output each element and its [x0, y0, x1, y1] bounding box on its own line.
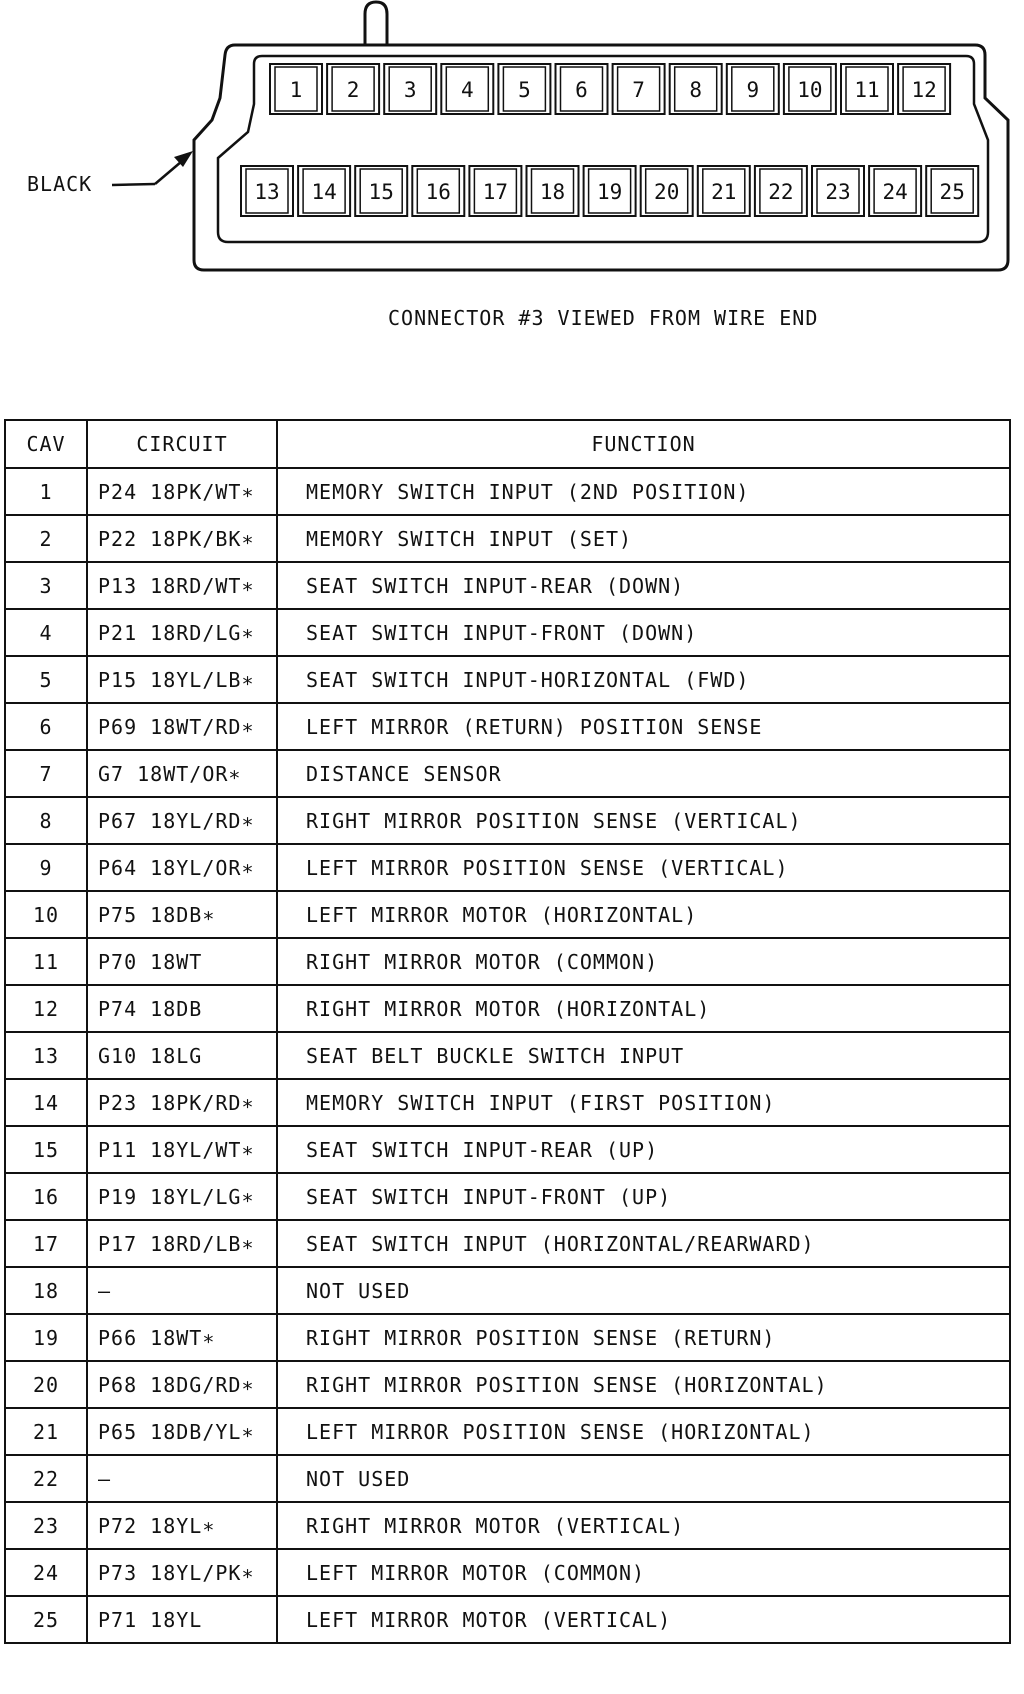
circuit-cell: P17 18RD/LB∗ — [87, 1220, 277, 1267]
table-row — [5, 1549, 1010, 1596]
cav-cell: 7 — [5, 750, 87, 797]
pin-number: 23 — [825, 180, 851, 204]
cav-cell: 25 — [5, 1596, 87, 1643]
connector-pin — [441, 64, 493, 114]
pin-number: 2 — [346, 78, 360, 102]
circuit-cell: P68 18DG/RD∗ — [87, 1361, 277, 1408]
pin-number: 3 — [403, 78, 417, 102]
connector-pin — [527, 166, 579, 216]
function-cell: LEFT MIRROR MOTOR (COMMON) — [277, 1549, 1010, 1596]
cav-cell: 24 — [5, 1549, 87, 1596]
cav-cell: 11 — [5, 938, 87, 985]
circuit-cell: P24 18PK/WT∗ — [87, 468, 277, 515]
table-row — [5, 1173, 1010, 1220]
cav-cell: 8 — [5, 797, 87, 844]
table-row — [5, 1267, 1010, 1314]
connector-pin — [641, 166, 693, 216]
pin-number: 25 — [939, 180, 965, 204]
function-cell: MEMORY SWITCH INPUT (2ND POSITION) — [277, 468, 1010, 515]
circuit-cell: P22 18PK/BK∗ — [87, 515, 277, 562]
cav-cell: 15 — [5, 1126, 87, 1173]
connector-pin — [270, 64, 322, 114]
connector-pin — [355, 166, 407, 216]
function-cell: RIGHT MIRROR MOTOR (VERTICAL) — [277, 1502, 1010, 1549]
black-arrow — [112, 151, 193, 185]
table-row — [5, 562, 1010, 609]
circuit-cell: G7 18WT/OR∗ — [87, 750, 277, 797]
pin-number: 9 — [746, 78, 760, 102]
cav-cell: 16 — [5, 1173, 87, 1220]
function-cell: RIGHT MIRROR MOTOR (COMMON) — [277, 938, 1010, 985]
connector-pin — [327, 64, 379, 114]
table-row — [5, 1596, 1010, 1643]
cav-cell: 5 — [5, 656, 87, 703]
circuit-cell: P21 18RD/LG∗ — [87, 609, 277, 656]
cav-cell: 21 — [5, 1408, 87, 1455]
cav-cell: 20 — [5, 1361, 87, 1408]
cav-cell: 3 — [5, 562, 87, 609]
circuit-cell: G10 18LG — [87, 1032, 277, 1079]
table-row — [5, 1314, 1010, 1361]
pin-number: 22 — [768, 180, 794, 204]
table-row — [5, 468, 1010, 515]
circuit-cell: P74 18DB — [87, 985, 277, 1032]
circuit-cell: P15 18YL/LB∗ — [87, 656, 277, 703]
pin-number: 10 — [797, 78, 823, 102]
pin-number: 17 — [482, 180, 509, 204]
table-row — [5, 1032, 1010, 1079]
pin-number: 7 — [632, 78, 645, 102]
cav-cell: 4 — [5, 609, 87, 656]
circuit-cell: P75 18DB∗ — [87, 891, 277, 938]
pin-number: 4 — [460, 78, 474, 102]
connector-pin — [869, 166, 921, 216]
table-row — [5, 891, 1010, 938]
connector-tab — [365, 2, 387, 45]
connector-pin — [812, 166, 864, 216]
table-row — [5, 609, 1010, 656]
circuit-cell: P66 18WT∗ — [87, 1314, 277, 1361]
circuit-cell: P70 18WT — [87, 938, 277, 985]
cav-cell: 12 — [5, 985, 87, 1032]
connector-pin — [898, 64, 950, 114]
cav-cell: 14 — [5, 1079, 87, 1126]
header-circuit: CIRCUIT — [87, 420, 277, 468]
connector-pin — [498, 64, 550, 114]
connector-pin — [412, 166, 464, 216]
connector-pin — [727, 64, 779, 114]
function-cell: RIGHT MIRROR POSITION SENSE (HORIZONTAL) — [277, 1361, 1010, 1408]
function-cell: RIGHT MIRROR POSITION SENSE (VERTICAL) — [277, 797, 1010, 844]
table-row — [5, 797, 1010, 844]
connector-pin — [298, 166, 350, 216]
pin-number: 12 — [911, 78, 937, 102]
function-cell: MEMORY SWITCH INPUT (FIRST POSITION) — [277, 1079, 1010, 1126]
circuit-cell: — — [87, 1455, 277, 1502]
pin-number: 21 — [711, 180, 737, 204]
function-cell: LEFT MIRROR POSITION SENSE (VERTICAL) — [277, 844, 1010, 891]
connector-pin — [469, 166, 521, 216]
table-row — [5, 1408, 1010, 1455]
pin-number: 14 — [311, 180, 337, 204]
pin-number: 20 — [654, 180, 680, 204]
pins-top-row — [270, 64, 950, 114]
black-label: BLACK — [27, 172, 93, 196]
cav-cell: 17 — [5, 1220, 87, 1267]
circuit-cell: P69 18WT/RD∗ — [87, 703, 277, 750]
function-cell: SEAT BELT BUCKLE SWITCH INPUT — [277, 1032, 1010, 1079]
connector-pin — [784, 64, 836, 114]
function-cell: RIGHT MIRROR POSITION SENSE (RETURN) — [277, 1314, 1010, 1361]
function-cell: LEFT MIRROR MOTOR (HORIZONTAL) — [277, 891, 1010, 938]
function-cell: SEAT SWITCH INPUT-FRONT (UP) — [277, 1173, 1010, 1220]
function-cell: SEAT SWITCH INPUT (HORIZONTAL/REARWARD) — [277, 1220, 1010, 1267]
pin-number: 11 — [854, 78, 880, 102]
connector-pin — [926, 166, 978, 216]
cav-cell: 10 — [5, 891, 87, 938]
table-row — [5, 703, 1010, 750]
table-row — [5, 1502, 1010, 1549]
function-cell: LEFT MIRROR (RETURN) POSITION SENSE — [277, 703, 1010, 750]
function-cell: RIGHT MIRROR MOTOR (HORIZONTAL) — [277, 985, 1010, 1032]
table-row — [5, 1361, 1010, 1408]
circuit-cell: P23 18PK/RD∗ — [87, 1079, 277, 1126]
function-cell: DISTANCE SENSOR — [277, 750, 1010, 797]
pin-number: 19 — [596, 180, 623, 204]
circuit-cell: P73 18YL/PK∗ — [87, 1549, 277, 1596]
circuit-cell: P71 18YL — [87, 1596, 277, 1643]
connector-housing-outer — [194, 45, 1008, 270]
circuit-cell: — — [87, 1267, 277, 1314]
circuit-cell: P65 18DB/YL∗ — [87, 1408, 277, 1455]
pin-number: 24 — [882, 180, 908, 204]
table-row — [5, 985, 1010, 1032]
cav-cell: 2 — [5, 515, 87, 562]
table-row — [5, 656, 1010, 703]
table-body — [5, 468, 1010, 1643]
cav-cell: 18 — [5, 1267, 87, 1314]
cav-cell: 23 — [5, 1502, 87, 1549]
pin-number: 1 — [289, 78, 303, 102]
table-row — [5, 1455, 1010, 1502]
header-cav: CAV — [5, 420, 87, 468]
pin-number: 15 — [368, 180, 394, 204]
circuit-cell: P19 18YL/LG∗ — [87, 1173, 277, 1220]
function-cell: SEAT SWITCH INPUT-HORIZONTAL (FWD) — [277, 656, 1010, 703]
function-cell: SEAT SWITCH INPUT-REAR (UP) — [277, 1126, 1010, 1173]
function-cell: SEAT SWITCH INPUT-REAR (DOWN) — [277, 562, 1010, 609]
function-cell: SEAT SWITCH INPUT-FRONT (DOWN) — [277, 609, 1010, 656]
circuit-cell: P13 18RD/WT∗ — [87, 562, 277, 609]
table-row — [5, 844, 1010, 891]
circuit-cell: P72 18YL∗ — [87, 1502, 277, 1549]
connector-pin — [584, 166, 636, 216]
function-cell: LEFT MIRROR POSITION SENSE (HORIZONTAL) — [277, 1408, 1010, 1455]
table-row — [5, 1079, 1010, 1126]
header-function: FUNCTION — [277, 420, 1010, 468]
pin-number: 16 — [425, 180, 451, 204]
table-row — [5, 515, 1010, 562]
cavity-table — [4, 419, 1011, 1644]
table-row — [5, 750, 1010, 797]
connector-caption: CONNECTOR #3 VIEWED FROM WIRE END — [388, 306, 819, 330]
circuit-cell: P64 18YL/OR∗ — [87, 844, 277, 891]
function-cell: NOT USED — [277, 1267, 1010, 1314]
connector-pin — [384, 64, 436, 114]
table-row — [5, 1126, 1010, 1173]
connector-pin — [613, 64, 665, 114]
cav-cell: 19 — [5, 1314, 87, 1361]
cav-cell: 22 — [5, 1455, 87, 1502]
connector-diagram — [0, 0, 1024, 340]
pin-number: 5 — [518, 78, 531, 102]
pin-number: 18 — [539, 180, 566, 204]
table-row — [5, 938, 1010, 985]
function-cell: NOT USED — [277, 1455, 1010, 1502]
function-cell: LEFT MIRROR MOTOR (VERTICAL) — [277, 1596, 1010, 1643]
pins-bottom-row — [241, 166, 978, 216]
table-row — [5, 1220, 1010, 1267]
connector-pin — [698, 166, 750, 216]
connector-pin — [556, 64, 608, 114]
cav-cell: 6 — [5, 703, 87, 750]
pin-number: 8 — [689, 78, 703, 102]
connector-pin — [241, 166, 293, 216]
pin-number: 13 — [254, 180, 280, 204]
connector-pin — [755, 166, 807, 216]
pin-number: 6 — [575, 78, 588, 102]
cav-cell: 13 — [5, 1032, 87, 1079]
connector-pin — [841, 64, 893, 114]
connector-pin — [670, 64, 722, 114]
cav-cell: 9 — [5, 844, 87, 891]
function-cell: MEMORY SWITCH INPUT (SET) — [277, 515, 1010, 562]
table-header-row — [5, 420, 1010, 468]
circuit-cell: P67 18YL/RD∗ — [87, 797, 277, 844]
cav-cell: 1 — [5, 468, 87, 515]
circuit-cell: P11 18YL/WT∗ — [87, 1126, 277, 1173]
